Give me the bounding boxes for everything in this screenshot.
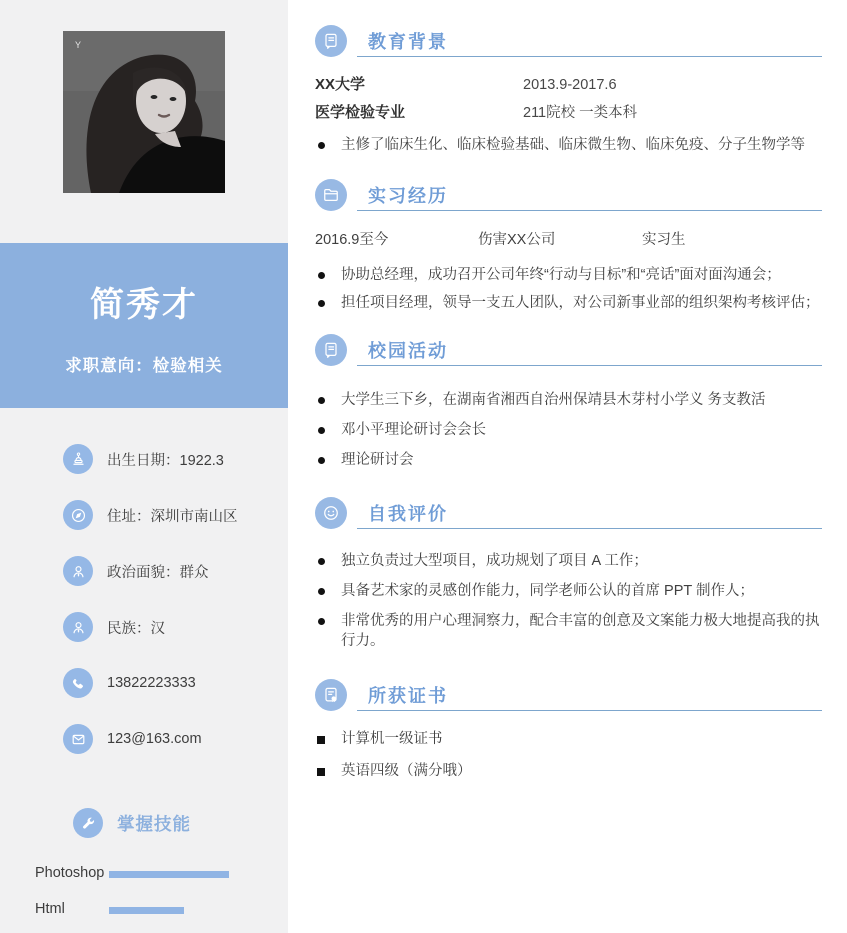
bullet-dot — [318, 427, 325, 434]
person-icon — [63, 556, 93, 586]
birthday-cake-icon — [63, 444, 93, 474]
contact-text: 出生日期：1922.3 — [107, 452, 224, 469]
bullet-text: 具备艺术家的灵感创作能力，同学老师公认的首席 PPT 制作人； — [341, 583, 754, 599]
section-title: 校园活动 — [368, 341, 448, 361]
section-header — [315, 25, 822, 57]
section-header — [315, 679, 822, 711]
bullet-dot — [318, 618, 325, 625]
education-row — [315, 71, 822, 99]
section-underline — [357, 710, 822, 712]
list-item — [315, 729, 822, 749]
profile-photo — [63, 31, 225, 193]
contact-political-status — [0, 543, 288, 599]
bullet-text: 大学生三下乡，在湖南省湘西自治州保靖县木芽村小学义 务支教活 — [341, 392, 766, 408]
photo-watermark: Y — [75, 40, 82, 50]
internship-row — [315, 229, 822, 251]
contact-text: 政治面貌：群众 — [107, 564, 209, 581]
wrench-icon — [73, 808, 103, 838]
bullet-dot — [318, 300, 325, 307]
education-row — [315, 99, 822, 127]
bullet-dot — [318, 142, 325, 149]
bullet-list — [315, 135, 822, 155]
bullet-dot — [318, 588, 325, 595]
section-title: 教育背景 — [368, 32, 448, 52]
contact-list — [0, 431, 288, 767]
bullet-square — [317, 736, 325, 744]
list-item — [315, 420, 822, 440]
contact-phone — [0, 655, 288, 711]
list-item — [315, 611, 822, 651]
internship-period: 2016.9至今 — [315, 232, 389, 248]
bullet-list — [315, 390, 822, 470]
bullet-square — [317, 768, 325, 776]
section-header — [315, 497, 822, 529]
list-item — [315, 761, 822, 781]
folder-icon — [315, 179, 347, 211]
list-item — [315, 450, 822, 470]
section-underline — [357, 56, 822, 58]
section-title: 自我评价 — [368, 504, 448, 524]
bullet-dot — [318, 397, 325, 404]
section-underline — [357, 210, 822, 212]
book-icon — [315, 334, 347, 366]
internship-role: 实习生 — [642, 232, 686, 248]
section-campus-activities — [315, 334, 822, 480]
job-objective: 求职意向：检验相关 — [65, 357, 223, 375]
section-title: 所获证书 — [368, 686, 448, 706]
list-item — [315, 265, 822, 285]
major-name: 医学检验专业 — [315, 104, 406, 121]
contact-address — [0, 487, 288, 543]
bullet-text: 主修了临床生化、临床检验基础、临床微生物、临床免疫、分子生物学等 — [341, 137, 805, 153]
sidebar — [0, 0, 288, 933]
bullet-text: 独立负责过大型项目，成功规划了项目 A 工作； — [341, 553, 648, 569]
bullet-text: 非常优秀的用户心理洞察力，配合丰富的创意及文案能力极大地提高我的执行力。 — [341, 613, 820, 649]
skill-bar — [109, 871, 229, 878]
candidate-name: 简秀才 — [90, 286, 198, 324]
bullet-list — [315, 729, 822, 781]
list-item — [315, 293, 822, 313]
skill-bar — [109, 907, 184, 914]
bullet-text: 协助总经理，成功召开公司年终“行动与目标”和“亮话”面对面沟通会； — [341, 267, 781, 283]
section-title: 实习经历 — [368, 186, 448, 206]
book-icon — [315, 25, 347, 57]
list-item — [315, 390, 822, 410]
contact-email — [0, 711, 288, 767]
list-item — [315, 551, 822, 571]
smiley-icon — [315, 497, 347, 529]
section-header — [315, 334, 822, 366]
bullet-dot — [318, 457, 325, 464]
skill-label: Photoshop — [35, 865, 105, 881]
bullet-text: 邓小平理论研讨会会长 — [341, 422, 486, 438]
portrait-image — [63, 31, 225, 193]
bullet-list — [315, 551, 822, 651]
contact-text: 民族：汉 — [107, 620, 165, 637]
contact-birthdate — [0, 431, 288, 487]
list-item — [315, 135, 822, 155]
person-icon — [63, 612, 93, 642]
bullet-text: 理论研讨会 — [341, 452, 414, 468]
contact-text: 住址：深圳市南山区 — [107, 508, 238, 525]
section-underline — [357, 528, 822, 530]
section-header — [315, 179, 822, 211]
section-certificates — [315, 679, 822, 793]
section-self-evaluation — [315, 497, 822, 661]
internship-company: 伤害XX公司 — [478, 232, 556, 248]
mail-icon — [63, 724, 93, 754]
contact-ethnicity — [0, 599, 288, 655]
contact-text: 13822223333 — [107, 675, 196, 691]
section-underline — [357, 365, 822, 367]
bullet-dot — [318, 272, 325, 279]
phone-icon — [63, 668, 93, 698]
education-rows — [315, 71, 822, 127]
bullet-text: 英语四级（满分哦） — [341, 763, 472, 779]
education-period: 2013.9-2017.6 — [523, 77, 617, 93]
bullet-text: 担任项目经理，领导一支五人团队，对公司新事业部的组织架构考核评估； — [341, 295, 820, 311]
skills-header — [73, 808, 191, 838]
school-name: XX大学 — [315, 76, 366, 93]
bullet-dot — [318, 558, 325, 565]
bullet-list — [315, 265, 822, 313]
name-banner — [0, 243, 288, 408]
certificate-icon — [315, 679, 347, 711]
bullet-text: 计算机一级证书 — [341, 731, 443, 747]
section-education — [315, 25, 822, 165]
skill-label: Html — [35, 901, 65, 917]
contact-text: 123@163.com — [107, 731, 202, 747]
list-item — [315, 581, 822, 601]
compass-icon — [63, 500, 93, 530]
section-internship — [315, 179, 822, 321]
skills-title: 掌握技能 — [117, 813, 191, 834]
school-tier: 211院校 一类本科 — [523, 105, 638, 121]
